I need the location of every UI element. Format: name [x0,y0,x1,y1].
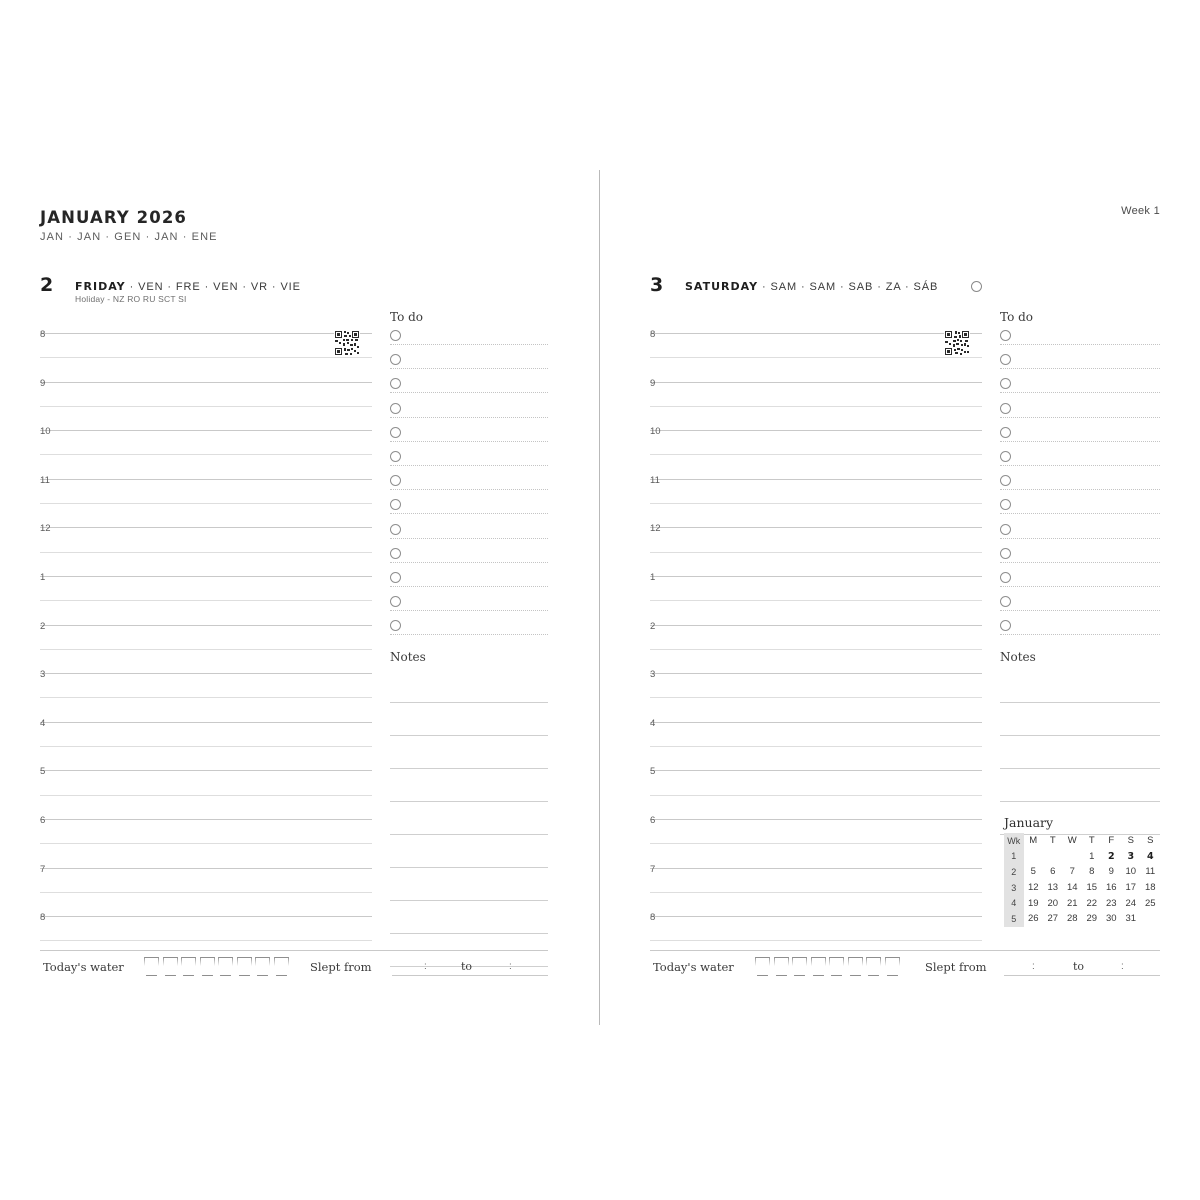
todo-checkbox-icon[interactable] [390,596,401,607]
todo-checkbox-icon[interactable] [1000,354,1011,365]
mini-calendar-day[interactable] [1063,849,1083,865]
day-name-right [685,280,938,293]
slept-to-left: to [461,960,473,973]
todo-item[interactable] [1000,496,1160,520]
water-glass-icon[interactable] [144,957,159,976]
hour-row[interactable] [40,620,372,674]
hour-row[interactable] [40,717,372,771]
hour-label: 9 [650,377,656,389]
water-glass-icon[interactable] [829,957,844,976]
mini-calendar-day[interactable] [1024,849,1044,865]
mini-calendar-day[interactable]: 25 [1144,897,1156,909]
hour-label: 7 [650,863,656,875]
hour-row[interactable] [650,474,982,528]
slept-colon-end-left: : [509,961,512,972]
hour-label: 4 [40,717,46,729]
notes-heading-left: Notes [390,650,426,664]
mini-calendar-week-row[interactable] [1004,911,1160,927]
todo-checkbox-icon[interactable] [390,451,401,462]
slept-colon-start-right: : [1032,961,1035,972]
month-subtitle: JAN · JAN · GEN · JAN · ENE [40,231,218,243]
mini-calendar-day[interactable]: 20 [1047,897,1059,909]
todo-checkbox-icon[interactable] [1000,548,1011,559]
water-glass-icon[interactable] [200,957,215,976]
hour-label: 8 [40,329,46,340]
water-glasses-left[interactable] [144,957,289,976]
notes-line[interactable] [390,835,548,868]
mini-calendar-day[interactable]: 4 [1146,850,1154,862]
hour-grid-left[interactable] [40,329,372,965]
mini-calendar-header-row [1004,833,1160,849]
todo-checkbox-icon[interactable] [390,572,401,583]
mini-calendar-day[interactable]: 11 [1145,866,1156,878]
qr-code-icon-left[interactable] [334,330,360,356]
todo-checkbox-icon[interactable] [1000,403,1011,414]
mini-calendar-day[interactable]: 19 [1027,897,1039,909]
mini-calendar-day[interactable]: 5 [1030,866,1036,878]
mini-calendar-day[interactable]: 1 [1089,850,1095,862]
moon-phase-icon [971,281,982,292]
todo-item[interactable] [390,617,548,641]
mini-calendar-header-day: T [1049,835,1056,847]
mini-calendar-week-number: 1 [1004,849,1024,865]
todo-item[interactable] [390,496,548,520]
hour-row[interactable] [650,523,982,576]
hour-label: 3 [650,669,656,681]
slept-label-right: Slept from [925,960,987,974]
todo-item[interactable] [390,448,548,472]
hour-row[interactable] [40,426,372,479]
hour-row[interactable] [40,814,372,868]
todo-checkbox-icon[interactable] [390,403,401,414]
todo-checkbox-icon[interactable] [1000,572,1011,583]
todo-checkbox-icon[interactable] [390,548,401,559]
mini-calendar-week-row[interactable] [1004,864,1160,880]
hour-row[interactable] [650,377,982,431]
mini-calendar-week-number: 5 [1004,911,1024,927]
hour-row[interactable] [40,329,372,382]
notes-line[interactable] [1000,769,1160,802]
water-glass-icon[interactable] [792,957,807,976]
todo-checkbox-icon[interactable] [1000,378,1011,389]
todo-checkbox-icon[interactable] [390,524,401,535]
hour-label: 8 [40,912,46,924]
day-number-right: 3 [650,274,664,296]
hour-label: 5 [650,766,656,778]
week-label: Week 1 [1121,205,1160,217]
hour-label: 10 [40,426,51,438]
day-number-left: 2 [40,274,54,296]
todo-item[interactable] [390,569,548,593]
hour-label: 2 [40,620,46,632]
todo-item[interactable] [1000,617,1160,641]
todo-checkbox-icon[interactable] [390,499,401,510]
todo-item[interactable] [390,400,548,424]
todo-list-right[interactable] [1000,327,1160,641]
hour-row[interactable] [40,571,372,625]
todo-item[interactable] [390,521,548,545]
day-name-primary-left: FRIDAY [75,280,126,293]
todo-item[interactable] [390,327,548,351]
todo-item[interactable] [390,593,548,617]
todo-item[interactable] [1000,593,1160,617]
water-glass-icon[interactable] [811,957,826,976]
mini-calendar-header-day: S [1147,835,1154,847]
todo-checkbox-icon[interactable] [390,427,401,438]
hour-label: 6 [40,814,46,826]
notes-line[interactable] [1000,736,1160,769]
todo-checkbox-icon[interactable] [390,475,401,486]
todo-heading-right: To do [1000,310,1034,324]
water-glass-icon[interactable] [163,957,178,976]
hour-label: 2 [650,620,656,632]
hour-label: 4 [650,717,656,729]
hour-label: 3 [40,669,46,681]
hour-row[interactable] [650,571,982,625]
mini-calendar-day[interactable]: 16 [1105,882,1117,894]
mini-calendar-day[interactable]: 14 [1066,882,1078,894]
water-glass-icon[interactable] [848,957,863,976]
mini-calendar-week-row[interactable] [1004,849,1160,865]
qr-code-icon-right[interactable] [944,330,970,356]
water-label-right: Today's water [653,960,734,974]
todo-item[interactable] [1000,472,1160,496]
hour-label: 9 [40,377,46,389]
mini-calendar-week-row[interactable] [1004,880,1160,896]
water-glass-icon[interactable] [181,957,196,976]
notes-line[interactable] [390,901,548,934]
water-glass-icon[interactable] [866,957,881,976]
water-glass-icon[interactable] [255,957,270,976]
todo-list-left[interactable] [390,327,548,641]
mini-calendar[interactable] [1004,815,1160,927]
slept-colon-start-left: : [424,961,427,972]
todo-item[interactable] [1000,327,1160,351]
mini-calendar-header-day: S [1127,835,1134,847]
hour-grid-right[interactable] [650,329,982,965]
hour-row[interactable] [650,863,982,917]
todo-item[interactable] [390,545,548,569]
slept-input-left[interactable] [392,975,548,976]
todo-checkbox-icon[interactable] [390,354,401,365]
todo-item[interactable] [1000,569,1160,593]
mini-calendar-header-day: F [1108,835,1115,847]
todo-checkbox-icon[interactable] [390,330,401,341]
hour-label: 11 [650,474,660,486]
mini-calendar-day[interactable]: 27 [1047,913,1059,925]
mini-calendar-day[interactable]: 2 [1107,850,1115,862]
mini-calendar-day[interactable]: 21 [1066,897,1078,909]
hour-label: 7 [40,863,46,875]
mini-calendar-day[interactable]: 29 [1086,913,1098,925]
day-name-left [75,280,301,293]
notes-line[interactable] [1000,670,1160,703]
right-page [600,0,1200,1200]
footer-divider-left [40,950,548,951]
hour-row[interactable] [650,669,982,722]
slept-input-right[interactable] [1004,975,1160,976]
mini-calendar-week-number: 2 [1004,864,1024,880]
mini-calendar-day[interactable]: 15 [1086,882,1098,894]
water-glass-icon[interactable] [774,957,789,976]
mini-calendar-day[interactable]: 28 [1066,913,1078,925]
footer-divider-right [650,950,1160,951]
hour-label: 8 [650,912,656,924]
mini-calendar-day[interactable]: 12 [1027,882,1039,894]
mini-calendar-table[interactable] [1004,833,1160,927]
slept-to-right: to [1073,960,1085,973]
notes-line[interactable] [390,736,548,769]
hour-label: 6 [650,814,656,826]
mini-calendar-week-number: 3 [1004,880,1024,896]
todo-checkbox-icon[interactable] [390,378,401,389]
todo-item[interactable] [1000,424,1160,448]
holiday-note-left: Holiday - NZ RO RU SCT SI [75,294,187,304]
todo-item[interactable] [1000,400,1160,424]
mini-calendar-day[interactable]: 3 [1127,850,1135,862]
hour-label: 11 [40,474,50,486]
todo-checkbox-icon[interactable] [390,620,401,631]
mini-calendar-day[interactable]: 10 [1125,866,1137,878]
mini-calendar-day[interactable]: 8 [1089,866,1095,878]
todo-checkbox-icon[interactable] [1000,596,1011,607]
mini-calendar-day[interactable]: 13 [1047,882,1059,894]
hour-row[interactable] [650,814,982,868]
mini-calendar-day[interactable]: 31 [1125,913,1137,925]
hour-row[interactable] [650,620,982,674]
todo-item[interactable] [390,351,548,375]
todo-item[interactable] [1000,375,1160,399]
water-glass-icon[interactable] [755,957,770,976]
todo-item[interactable] [390,424,548,448]
mini-calendar-week-row[interactable] [1004,895,1160,911]
mini-calendar-day[interactable]: 30 [1105,913,1117,925]
todo-item[interactable] [1000,351,1160,375]
slept-label-left: Slept from [310,960,372,974]
hour-label: 1 [40,571,46,583]
day-name-translations-left: · VEN · FRE · VEN · VR · VIE [129,281,301,293]
mini-calendar-day[interactable] [1141,911,1161,927]
notes-line[interactable] [390,769,548,802]
todo-checkbox-icon[interactable] [1000,427,1011,438]
hour-row[interactable] [650,717,982,771]
mini-calendar-day[interactable]: 24 [1125,897,1137,909]
mini-calendar-day[interactable]: 23 [1105,897,1117,909]
mini-calendar-day[interactable]: 7 [1069,866,1075,878]
notes-lines-right[interactable] [1000,670,1160,835]
mini-calendar-day[interactable]: 6 [1050,866,1056,878]
notes-heading-right: Notes [1000,650,1036,664]
hour-label: 8 [650,329,656,340]
todo-heading-left: To do [390,310,424,324]
mini-calendar-day[interactable]: 18 [1144,882,1156,894]
todo-checkbox-icon[interactable] [1000,524,1011,535]
todo-item[interactable] [390,472,548,496]
hour-row[interactable] [40,669,372,722]
notes-line[interactable] [390,703,548,736]
hour-label: 5 [40,766,46,778]
hour-row[interactable] [650,329,982,382]
hour-label: 12 [40,523,51,535]
todo-item[interactable] [1000,545,1160,569]
todo-checkbox-icon[interactable] [1000,499,1011,510]
todo-checkbox-icon[interactable] [1000,475,1011,486]
notes-line[interactable] [390,868,548,901]
notes-line[interactable] [1000,703,1160,736]
todo-item[interactable] [390,375,548,399]
hour-label: 12 [650,523,661,535]
water-glass-icon[interactable] [218,957,233,976]
notes-line[interactable] [390,670,548,703]
day-name-primary-right: SATURDAY [685,280,759,293]
hour-row[interactable] [40,377,372,431]
water-glasses-right[interactable] [755,957,900,976]
day-name-translations-right: · SAM · SAM · SAB · ZA · SÁB [762,281,939,293]
hour-row[interactable] [40,863,372,917]
hour-row[interactable] [650,766,982,819]
hour-row[interactable] [40,523,372,576]
mini-calendar-header-day: M [1029,835,1038,847]
hour-row[interactable] [40,474,372,528]
mini-calendar-day[interactable] [1043,849,1063,865]
hour-row[interactable] [40,766,372,819]
mini-calendar-week-number: 4 [1004,895,1024,911]
todo-checkbox-icon[interactable] [1000,451,1011,462]
todo-item[interactable] [1000,521,1160,545]
hour-label: 1 [650,571,656,583]
hour-row[interactable] [650,426,982,479]
todo-checkbox-icon[interactable] [1000,330,1011,341]
water-label-left: Today's water [43,960,124,974]
todo-checkbox-icon[interactable] [1000,620,1011,631]
mini-calendar-day[interactable]: 22 [1086,897,1098,909]
notes-line[interactable] [390,802,548,835]
todo-item[interactable] [1000,448,1160,472]
mini-calendar-header-wk: Wk [1004,833,1024,849]
water-glass-icon[interactable] [885,957,900,976]
mini-calendar-day[interactable]: 17 [1125,882,1137,894]
mini-calendar-day[interactable]: 9 [1108,866,1114,878]
mini-calendar-header-day: W [1067,835,1077,847]
water-glass-icon[interactable] [237,957,252,976]
month-title: JANUARY 2026 [40,208,187,227]
notes-lines-left[interactable] [390,670,548,967]
slept-colon-end-right: : [1121,961,1124,972]
hour-label: 10 [650,426,661,438]
mini-calendar-day[interactable]: 26 [1027,913,1039,925]
water-glass-icon[interactable] [274,957,289,976]
mini-calendar-header-day: T [1088,835,1095,847]
mini-calendar-title: January [1004,815,1054,830]
